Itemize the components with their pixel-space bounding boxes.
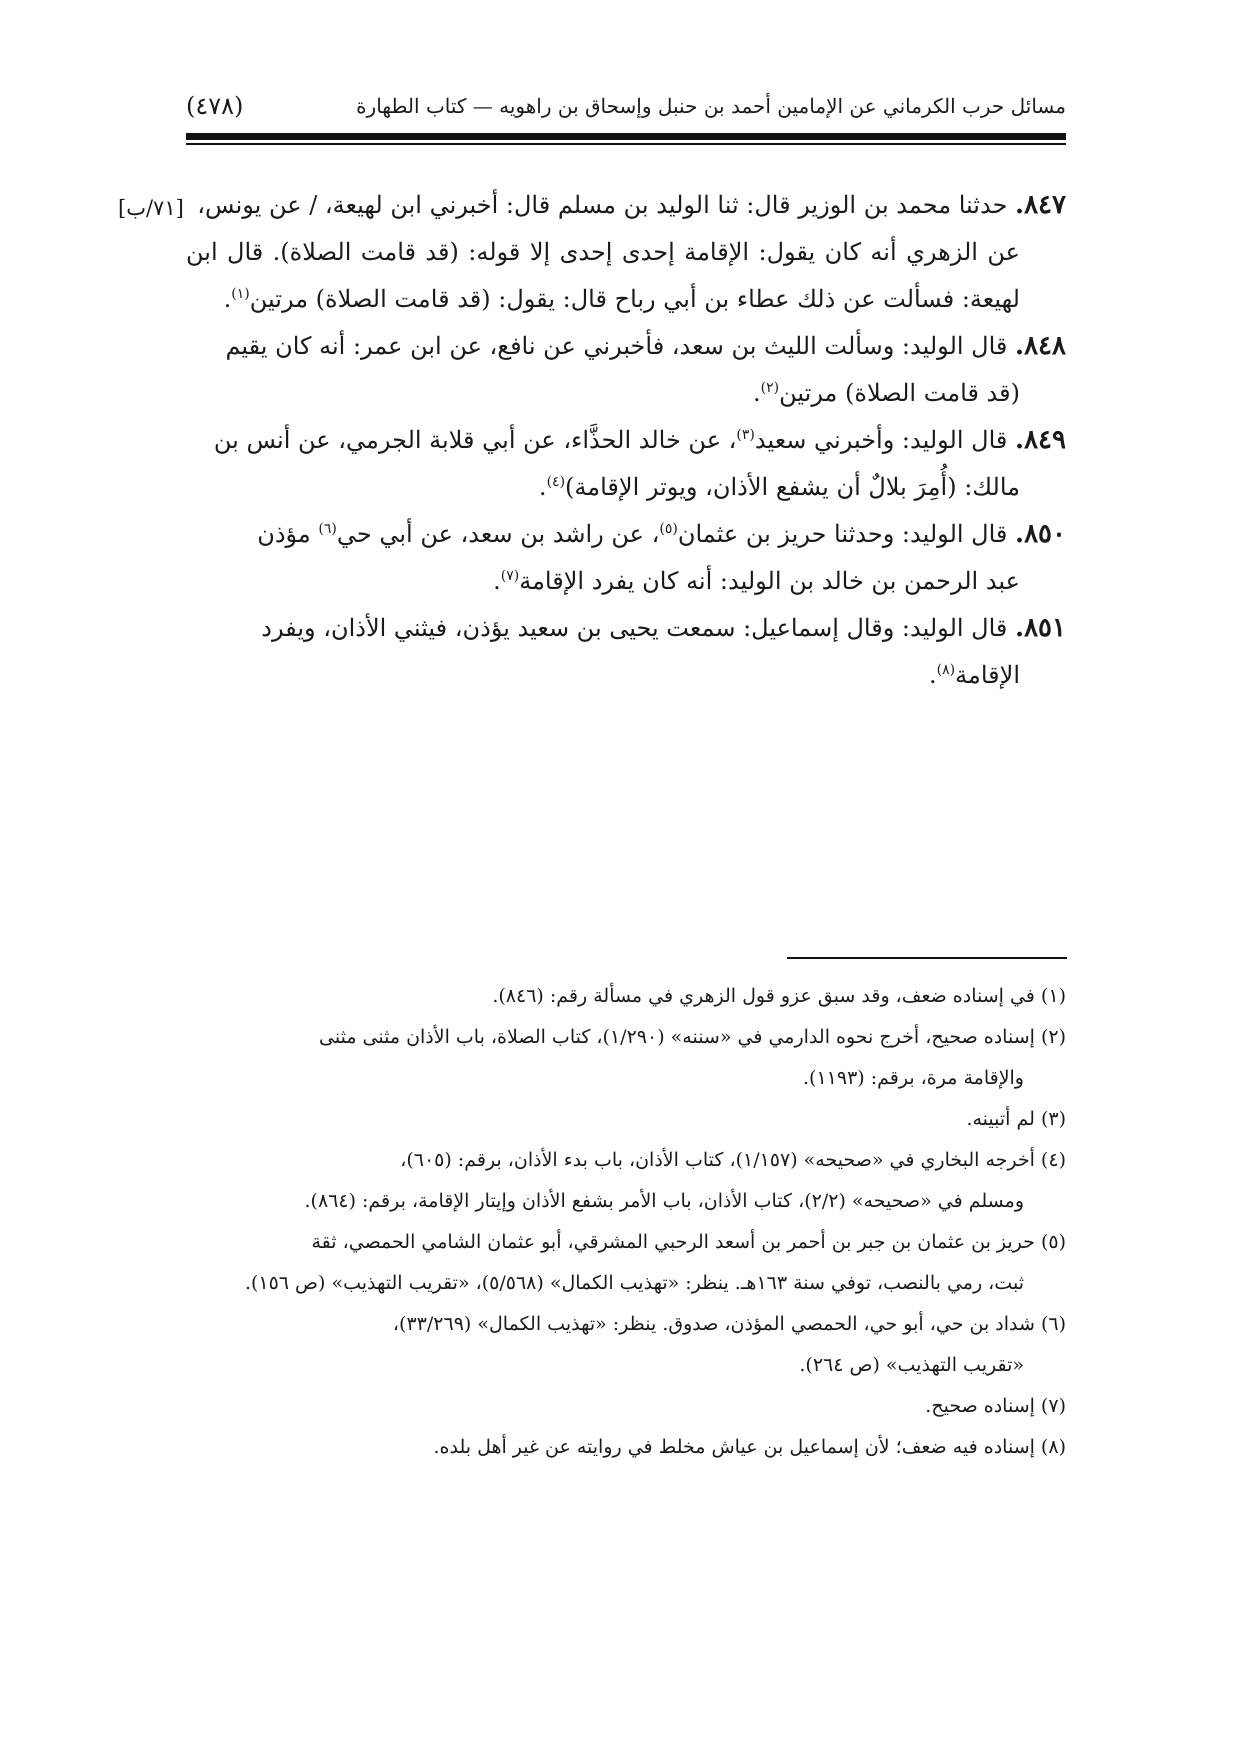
entry-text: قال الوليد: وأخبرني سعيد (754, 426, 1016, 454)
footnote: (٨) إسناده فيه ضعف؛ لأن إسماعيل بن عياش مخلط في روايته عن غير أهل بلده. (433, 1436, 1066, 1458)
main-text (186, 182, 1066, 699)
footnote-ref: (٨) (936, 662, 956, 678)
entry-848 (186, 323, 1066, 417)
entry-number: ٨٤٧. (1015, 190, 1066, 220)
entry-continuation: عن الزهري أنه كان يقول: الإقامة إحدى إحدى إلا قوله: (قد قامت الصلاة). قال ابن لهيعة: فسألت عن ذلك عطاء بن أبي رباح قال: يقول: (قد قامت الصلاة) مرتين$^{(١)}$. (186, 238, 1020, 313)
footnote: (١) في إسناده ضعف، وقد سبق عزو قول الزهري في مسألة رقم: (٨٤٦). (492, 985, 1066, 1007)
entry-text: ، عن خالد الحذَّاء، عن أبي قلابة الجرمي، عن أنس بن (213, 426, 737, 454)
entry-851 (186, 605, 1066, 699)
manuscript-folio-marker: [٧١/ب] (118, 196, 184, 220)
header-rule-thin (186, 143, 1066, 145)
entry-continuation: الإقامة$^{(٨)}$. (929, 661, 1020, 689)
footnote-ref: (٣) (736, 427, 755, 443)
running-title: مسائل حرب الكرماني عن الإمامين أحمد بن حنبل وإسحاق بن راهويه — كتاب الطهارة (356, 94, 1066, 118)
entry-number: ٨٥١. (1015, 613, 1066, 643)
footnote-ref: (١) (231, 286, 250, 302)
entry-number: ٨٤٨. (1015, 331, 1066, 361)
entry-847 (186, 182, 1066, 323)
entry-text: حدثنا محمد بن الوزير قال: ثنا الوليد بن مسلم قال: أخبرني ابن لهيعة، / عن يونس، (197, 191, 1016, 219)
footnote-ref: (٧) (500, 568, 520, 584)
entry-text: قال الوليد: وحدثنا حريز بن عثمان (677, 520, 1016, 548)
entry-continuation: (قد قامت الصلاة) مرتين$^{(٢)}$. (753, 379, 1020, 407)
footnote-separator (787, 957, 1067, 959)
entry-text: ، عن راشد بن سعد، عن أبي حي (336, 520, 660, 548)
header-rule-thick (186, 133, 1066, 140)
footnote: (٦) شداد بن حي، أبو حي، الحمصي المؤذن، صدوق. ينظر: «تهذيب الكمال» (٣٣/٢٦٩)، «تقريب التهذيب» (ص ٢٦٤). (392, 1313, 1066, 1376)
entry-849 (186, 417, 1066, 511)
footnote: (٤) أخرجه البخاري في «صحيحه» (١/١٥٧)، كتاب الأذان، باب بدء الأذان، برقم: (٦٠٥)، ومسلم في «صحيحه» (٢/٢)، كتاب الأذان، باب الأمر بشفع الأذان وإيتار الإقامة، برقم: (٨٦٤). (304, 1149, 1066, 1212)
footnote-ref: (٥) (659, 521, 678, 537)
entry-text: مؤذن (257, 520, 319, 548)
entry-text: قال الوليد: وسألت الليث بن سعد، فأخبرني عن نافع، عن ابن عمر: أنه كان يقيم (225, 332, 1016, 360)
entry-number: ٨٤٩. (1015, 425, 1066, 455)
footnote: (٥) حريز بن عثمان بن جبر بن أحمر بن أسعد الرحبي المشرقي، أبو عثمان الشامي الحمصي، ثقة ثبت، رمي بالنصب، توفي سنة ١٦٣هـ. ينظر: «تهذيب الكمال» (٥/٥٦٨)، «تقريب التهذيب» (ص ١٥٦). (244, 1231, 1066, 1294)
page-number: (٤٧٨) (186, 92, 244, 120)
footnote-ref: (٦) (318, 521, 337, 537)
footnote-ref: (٤) (546, 474, 566, 490)
footnote: (٣) لم أتبينه. (966, 1108, 1066, 1130)
footnote-ref: (٢) (760, 380, 780, 396)
entry-850 (186, 511, 1066, 605)
entry-continuation: مالك: (أُمِرَ بلالٌ أن يشفع الأذان، ويوتر الإقامة)$^{(٤)}$. (538, 473, 1020, 501)
footnote: (٧) إسناده صحيح. (925, 1395, 1066, 1417)
footnote: (٢) إسناده صحيح، أخرج نحوه الدارمي في «سننه» (١/٢٩٠)، كتاب الصلاة، باب الأذان مثنى مثنى والإقامة مرة، برقم: (١١٩٣). (319, 1026, 1066, 1089)
entry-number: ٨٥٠. (1015, 519, 1066, 549)
running-header (186, 86, 1066, 126)
entry-continuation: عبد الرحمن بن خالد بن الوليد: أنه كان يفرد الإقامة$^{(٧)}$. (493, 567, 1020, 595)
entry-text: قال الوليد: وقال إسماعيل: سمعت يحيى بن سعيد يؤذن، فيثني الأذان، ويفرد (261, 614, 1016, 642)
footnotes (186, 976, 1066, 1468)
